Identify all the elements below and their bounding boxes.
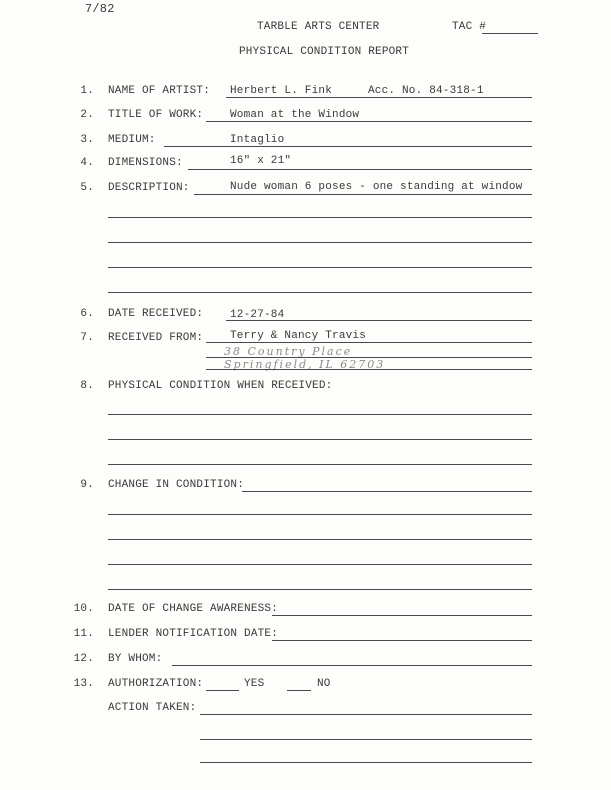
by-whom-field[interactable] [172,665,532,666]
authorization-label: AUTHORIZATION: [108,678,204,690]
lender-notification-label: LENDER NOTIFICATION DATE: [108,628,279,640]
medium-value: Intaglio [230,134,285,146]
action-taken-field[interactable] [200,714,532,715]
dimensions-label: DIMENSIONS: [108,157,183,169]
description-line[interactable] [108,217,532,218]
change-awareness-field[interactable] [272,615,532,616]
item-number: 13. [73,678,94,690]
change-line[interactable] [108,589,532,590]
condition-received-label: PHYSICAL CONDITION WHEN RECEIVED: [108,380,333,392]
item-number: 8. [80,380,94,392]
change-line[interactable] [108,539,532,540]
item-number: 12. [73,653,94,665]
title-field[interactable] [206,121,532,122]
received-from-value: Terry & Nancy Travis [230,330,367,342]
medium-label: MEDIUM: [108,134,156,146]
action-taken-label: ACTION TAKEN: [108,702,197,714]
yes-label: YES [244,678,265,690]
description-line[interactable] [108,292,532,293]
change-awareness-label: DATE OF CHANGE AWARENESS: [108,603,279,615]
condition-line[interactable] [108,414,532,415]
change-condition-field[interactable] [242,491,532,492]
item-number: 9. [80,479,94,491]
description-field[interactable] [194,194,532,195]
artist-label: NAME OF ARTIST: [108,85,211,97]
item-number: 4. [80,157,94,169]
condition-line[interactable] [108,439,532,440]
address-line-2: Springfield, IL 62703 [224,358,386,371]
change-line[interactable] [108,564,532,565]
page-title: PHYSICAL CONDITION REPORT [239,46,410,58]
accession-number: Acc. No. 84-318-1 [368,85,484,97]
description-label: DESCRIPTION: [108,182,190,194]
org-name: TARBLE ARTS CENTER [257,21,380,33]
date-received-value: 12-27-84 [230,309,285,321]
change-line[interactable] [108,514,532,515]
item-number: 3. [80,134,94,146]
no-label: NO [317,678,331,690]
artist-value: Herbert L. Fink [230,85,333,97]
yes-checkbox-line[interactable] [206,690,239,691]
description-value: Nude woman 6 poses - one standing at window [230,181,523,193]
medium-field[interactable] [164,146,532,147]
description-line[interactable] [108,267,532,268]
item-number: 11. [73,628,94,640]
title-label: TITLE OF WORK: [108,109,204,121]
received-from-label: RECEIVED FROM: [108,332,204,344]
form-date-code: 7/82 [85,2,115,16]
tac-number-field[interactable] [482,33,538,34]
dimensions-value: 16" x 21" [230,155,292,167]
item-number: 5. [80,182,94,194]
date-received-label: DATE RECEIVED: [108,308,204,320]
artist-field[interactable] [226,97,532,98]
tac-label: TAC # [452,21,487,33]
address-line-1: 38 Country Place [224,345,353,358]
no-checkbox-line[interactable] [287,690,311,691]
by-whom-label: BY WHOM: [108,653,163,665]
lender-notification-field[interactable] [272,640,532,641]
action-line[interactable] [200,762,532,763]
item-number: 2. [80,109,94,121]
received-from-field[interactable] [206,342,532,343]
description-line[interactable] [108,242,532,243]
condition-line[interactable] [108,464,532,465]
action-line[interactable] [200,739,532,740]
address-field-2[interactable] [206,369,532,370]
item-number: 10. [73,603,94,615]
item-number: 7. [80,332,94,344]
title-value: Woman at the Window [230,109,360,121]
item-number: 6. [80,308,94,320]
item-number: 1. [80,85,94,97]
dimensions-field[interactable] [188,169,532,170]
change-condition-label: CHANGE IN CONDITION: [108,479,245,491]
